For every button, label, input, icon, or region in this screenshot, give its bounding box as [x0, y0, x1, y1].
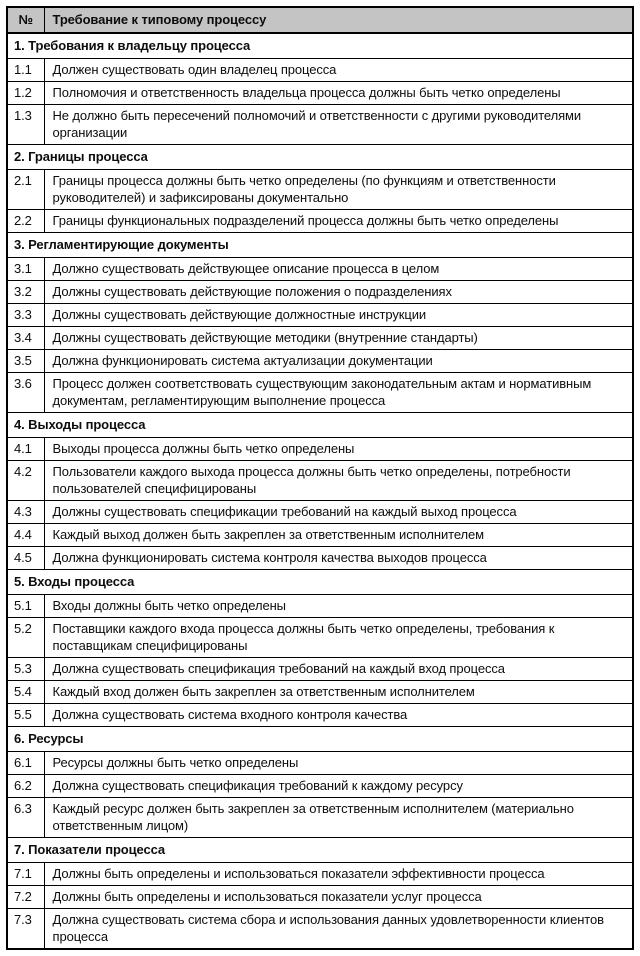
- row-number: 6.3: [7, 798, 44, 838]
- column-header-number: №: [7, 7, 44, 33]
- row-requirement-text: Должен существовать один владелец процесса: [44, 59, 633, 82]
- section-title: 1. Требования к владельцу процесса: [7, 33, 633, 59]
- row-number: 5.4: [7, 681, 44, 704]
- process-requirements-table: [6, 6, 634, 950]
- row-requirement-text: Должны существовать спецификации требований на каждый выход процесса: [44, 501, 633, 524]
- table-row: [7, 704, 633, 727]
- row-number: 4.4: [7, 524, 44, 547]
- row-requirement-text: Пользователи каждого выхода процесса должны быть четко определены, потребности пользователей специфицированы: [44, 461, 633, 501]
- row-number: 6.1: [7, 752, 44, 775]
- row-requirement-text: Должны существовать действующие должностные инструкции: [44, 304, 633, 327]
- table-row: [7, 461, 633, 501]
- row-requirement-text: Должна существовать спецификация требований к каждому ресурсу: [44, 775, 633, 798]
- table-row: [7, 105, 633, 145]
- table-row: [7, 210, 633, 233]
- row-requirement-text: Должна существовать система сбора и использования данных удовлетворенности клиентов процесса: [44, 909, 633, 950]
- section-header-row: [7, 838, 633, 863]
- section-header-row: [7, 413, 633, 438]
- section-title: 7. Показатели процесса: [7, 838, 633, 863]
- row-number: 4.2: [7, 461, 44, 501]
- row-requirement-text: Каждый ресурс должен быть закреплен за ответственным исполнителем (материально ответственным лицом): [44, 798, 633, 838]
- row-requirement-text: Ресурсы должны быть четко определены: [44, 752, 633, 775]
- table-row: [7, 82, 633, 105]
- row-requirement-text: Границы функциональных подразделений процесса должны быть четко определены: [44, 210, 633, 233]
- column-header-requirement: Требование к типовому процессу: [44, 7, 633, 33]
- table-row: [7, 438, 633, 461]
- row-number: 5.2: [7, 618, 44, 658]
- row-number: 4.5: [7, 547, 44, 570]
- row-requirement-text: Полномочия и ответственность владельца процесса должны быть четко определены: [44, 82, 633, 105]
- row-requirement-text: Границы процесса должны быть четко определены (по функциям и ответственности руководителей) и зафиксированы документально: [44, 170, 633, 210]
- section-title: 4. Выходы процесса: [7, 413, 633, 438]
- row-number: 1.3: [7, 105, 44, 145]
- row-requirement-text: Должно существовать действующее описание процесса в целом: [44, 258, 633, 281]
- table-row: [7, 775, 633, 798]
- row-requirement-text: Должны существовать действующие положения о подразделениях: [44, 281, 633, 304]
- row-number: 7.2: [7, 886, 44, 909]
- table-header-row: [7, 7, 633, 33]
- table-body: [7, 33, 633, 949]
- row-number: 3.6: [7, 373, 44, 413]
- table-row: [7, 501, 633, 524]
- table-row: [7, 863, 633, 886]
- row-requirement-text: Входы должны быть четко определены: [44, 595, 633, 618]
- row-requirement-text: Должна существовать спецификация требований на каждый вход процесса: [44, 658, 633, 681]
- row-requirement-text: Должна функционировать система актуализации документации: [44, 350, 633, 373]
- row-number: 2.2: [7, 210, 44, 233]
- table-row: [7, 618, 633, 658]
- row-number: 5.3: [7, 658, 44, 681]
- table-row: [7, 350, 633, 373]
- section-title: 6. Ресурсы: [7, 727, 633, 752]
- row-number: 3.3: [7, 304, 44, 327]
- table-row: [7, 281, 633, 304]
- row-requirement-text: Должны существовать действующие методики (внутренние стандарты): [44, 327, 633, 350]
- table-row: [7, 752, 633, 775]
- table-row: [7, 258, 633, 281]
- table-row: [7, 304, 633, 327]
- row-requirement-text: Каждый выход должен быть закреплен за ответственным исполнителем: [44, 524, 633, 547]
- row-requirement-text: Не должно быть пересечений полномочий и ответственности с другими руководителями организации: [44, 105, 633, 145]
- row-requirement-text: Поставщики каждого входа процесса должны быть четко определены, требования к поставщикам специфицированы: [44, 618, 633, 658]
- row-requirement-text: Каждый вход должен быть закреплен за ответственным исполнителем: [44, 681, 633, 704]
- table-row: [7, 681, 633, 704]
- row-number: 3.5: [7, 350, 44, 373]
- table-row: [7, 658, 633, 681]
- section-header-row: [7, 233, 633, 258]
- section-header-row: [7, 145, 633, 170]
- row-requirement-text: Процесс должен соответствовать существующим законодательным актам и нормативным документам, регламентирующим выполнение процесса: [44, 373, 633, 413]
- table-row: [7, 327, 633, 350]
- table-row: [7, 170, 633, 210]
- row-requirement-text: Должна функционировать система контроля качества выходов процесса: [44, 547, 633, 570]
- section-header-row: [7, 570, 633, 595]
- row-requirement-text: Должны быть определены и использоваться показатели услуг процесса: [44, 886, 633, 909]
- table-row: [7, 524, 633, 547]
- row-requirement-text: Выходы процесса должны быть четко определены: [44, 438, 633, 461]
- section-header-row: [7, 33, 633, 59]
- row-number: 5.1: [7, 595, 44, 618]
- table-row: [7, 798, 633, 838]
- row-number: 6.2: [7, 775, 44, 798]
- section-title: 3. Регламентирующие документы: [7, 233, 633, 258]
- row-requirement-text: Должна существовать система входного контроля качества: [44, 704, 633, 727]
- row-number: 3.2: [7, 281, 44, 304]
- table-row: [7, 547, 633, 570]
- row-number: 4.3: [7, 501, 44, 524]
- row-number: 4.1: [7, 438, 44, 461]
- row-number: 5.5: [7, 704, 44, 727]
- table-row: [7, 886, 633, 909]
- section-title: 2. Границы процесса: [7, 145, 633, 170]
- row-number: 3.1: [7, 258, 44, 281]
- section-title: 5. Входы процесса: [7, 570, 633, 595]
- row-requirement-text: Должны быть определены и использоваться показатели эффективности процесса: [44, 863, 633, 886]
- table-row: [7, 595, 633, 618]
- row-number: 3.4: [7, 327, 44, 350]
- row-number: 7.3: [7, 909, 44, 950]
- row-number: 1.2: [7, 82, 44, 105]
- row-number: 7.1: [7, 863, 44, 886]
- table-row: [7, 59, 633, 82]
- row-number: 2.1: [7, 170, 44, 210]
- table-row: [7, 373, 633, 413]
- section-header-row: [7, 727, 633, 752]
- row-number: 1.1: [7, 59, 44, 82]
